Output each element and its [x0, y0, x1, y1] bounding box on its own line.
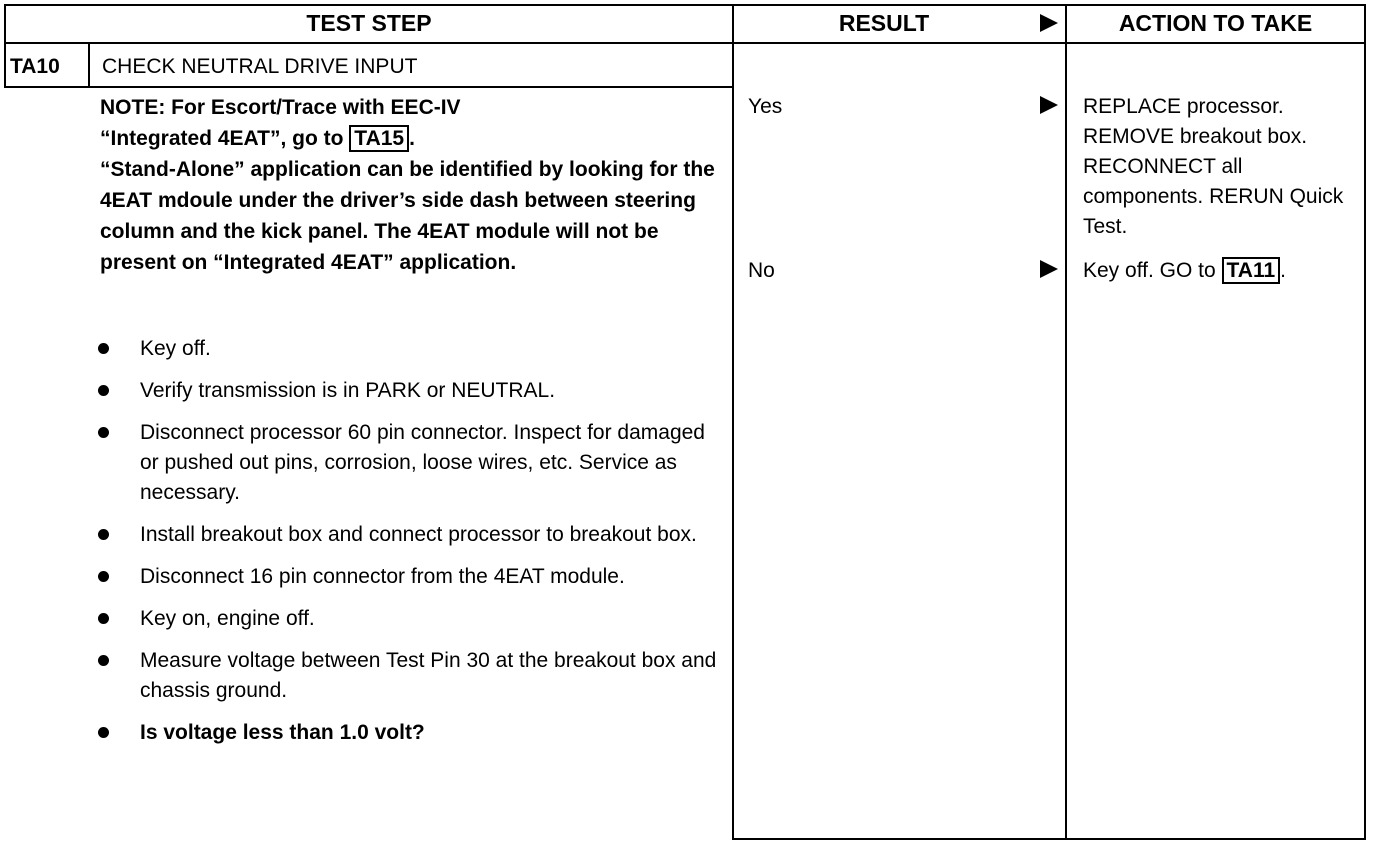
- note-line2: [100, 123, 720, 154]
- step-title-bottom-border: [4, 86, 734, 88]
- list-item: [96, 562, 726, 592]
- procedure-list: [96, 334, 726, 760]
- action-column-left-border: [1065, 4, 1067, 840]
- result-column-left-border: [732, 4, 734, 840]
- list-item-text: Is voltage less than 1.0 volt?: [140, 721, 425, 744]
- bullet-icon: [98, 427, 109, 438]
- action-yes: [1083, 92, 1363, 242]
- bullet-icon: [98, 613, 109, 624]
- step-title: CHECK NEUTRAL DRIVE INPUT: [102, 55, 418, 78]
- list-item: [96, 334, 726, 364]
- table-bottom-border: [732, 838, 1366, 840]
- bullet-icon: [98, 571, 109, 582]
- result-yes-arrow-icon: [1040, 96, 1058, 114]
- list-item: [96, 376, 726, 406]
- note-line2-text: “Integrated 4EAT”, go to: [100, 127, 344, 150]
- result-no-arrow-icon: [1040, 260, 1058, 278]
- bullet-icon: [98, 343, 109, 354]
- step-id: TA10: [10, 55, 60, 78]
- action-yes-text: REPLACE processor. REMOVE breakout box. RECONNECT all components. RERUN Quick Test.: [1083, 95, 1344, 238]
- note-ref-box: TA15: [349, 125, 409, 152]
- bullet-icon: [98, 385, 109, 396]
- header-result: RESULT: [838, 10, 930, 36]
- header-test-step: TEST STEP: [306, 10, 432, 36]
- action-ref-box: TA11: [1222, 257, 1281, 284]
- note-line2-end: .: [409, 127, 415, 150]
- list-item: [96, 520, 726, 550]
- list-item: [96, 418, 726, 508]
- bullet-icon: [98, 655, 109, 666]
- header-bottom-border: [4, 42, 1366, 44]
- action-no-end: .: [1280, 259, 1287, 282]
- action-no: [1083, 256, 1363, 286]
- header-action: ACTION TO TAKE: [1118, 10, 1313, 36]
- result-yes: Yes: [748, 95, 783, 118]
- bullet-icon: [98, 529, 109, 540]
- list-item-text: Verify transmission is in PARK or NEUTRAL.: [140, 379, 556, 402]
- action-no-text: Key off. GO to: [1083, 259, 1216, 282]
- list-item-question: [96, 718, 726, 748]
- list-item: [96, 604, 726, 634]
- list-item: [96, 646, 726, 706]
- bullet-icon: [98, 727, 109, 738]
- list-item-text: Install breakout box and connect processor to breakout box.: [140, 523, 697, 546]
- list-item-text: Disconnect processor 60 pin connector. Inspect for damaged or pushed out pins, corrosion, loose wires, etc. Service as necessary.: [140, 421, 705, 504]
- list-item-text: Key on, engine off.: [140, 607, 315, 630]
- list-item-text: Key off.: [140, 337, 211, 360]
- note-prefix: NOTE: For Escort/Trace with EEC-IV: [100, 96, 461, 119]
- list-item-text: Measure voltage between Test Pin 30 at the breakout box and chassis ground.: [140, 649, 717, 702]
- step-note: [100, 92, 720, 278]
- header-arrow-icon: [1040, 14, 1058, 32]
- note-rest: “Stand-Alone” application can be identified by looking for the 4EAT mdoule under the driver’s side dash between steering column and the kick panel. The 4EAT module will not be present on “Integrated 4EAT” application.: [100, 158, 715, 274]
- step-id-divider: [88, 44, 90, 88]
- table-right-border: [1364, 4, 1366, 840]
- action-no-line: [1083, 256, 1363, 286]
- list-item-text: Disconnect 16 pin connector from the 4EAT module.: [140, 565, 625, 588]
- result-no: No: [748, 259, 775, 282]
